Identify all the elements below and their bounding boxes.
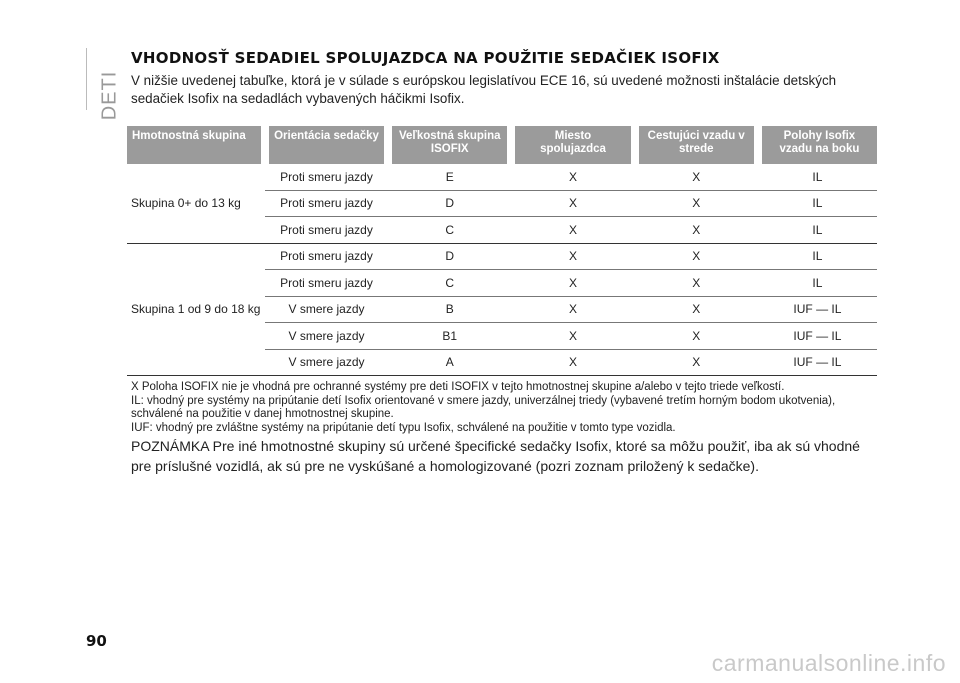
table-cell: X xyxy=(635,296,758,323)
table-cell: X xyxy=(635,349,758,376)
header-rear-side: Polohy Isofix vzadu na boku xyxy=(758,126,877,164)
intro-paragraph: V nižšie uvedenej tabuľke, ktorá je v súlade s európskou legislatívou ECE 16, sú uvedené možnosti inštalácie detských sedačiek Isofix na sedadlách vybavených háčikmi Isofix. xyxy=(131,73,837,106)
table-cell: D xyxy=(388,190,511,217)
table-cell: A xyxy=(388,349,511,376)
header-front-passenger: Miesto spolujazdca xyxy=(511,126,634,164)
table-cell: IUF — IL xyxy=(758,323,877,350)
table-cell: Proti smeru jazdy xyxy=(265,164,388,190)
table-cell: X xyxy=(511,349,634,376)
table-cell: X xyxy=(511,296,634,323)
table-cell: IL xyxy=(758,164,877,190)
table-cell: V smere jazdy xyxy=(265,296,388,323)
table-legend-notes xyxy=(131,381,881,435)
table-cell: Proti smeru jazdy xyxy=(265,243,388,270)
table-cell: C xyxy=(388,270,511,297)
table-cell: B xyxy=(388,296,511,323)
table-row xyxy=(127,164,877,190)
table-cell: X xyxy=(635,164,758,190)
table-cell: IL xyxy=(758,243,877,270)
table-header-row xyxy=(127,126,877,164)
header-weight-group: Hmotnostná skupina xyxy=(127,126,265,164)
page-title: VHODNOSŤ SEDADIEL SPOLUJAZDCA NA POUŽITIE SEDAČIEK ISOFIX xyxy=(131,49,720,67)
header-size-class: Veľkostná skupina ISOFIX xyxy=(388,126,511,164)
table-cell: X xyxy=(511,243,634,270)
group-label: Skupina 0+ do 13 kg xyxy=(127,164,265,243)
group-label: Skupina 1 od 9 do 18 kg xyxy=(127,243,265,376)
table-cell: X xyxy=(511,164,634,190)
remark-paragraph: POZNÁMKA Pre iné hmotnostné skupiny sú určené špecifické sedačky Isofix, ktoré sa môžu použiť, iba ak sú vhodné pre príslušné vozidlá, ak sú pre ne vyskúšané a homologizované (pozri zoznam priložený k sedačke). xyxy=(131,438,860,474)
page-number: 90 xyxy=(86,632,107,650)
table-cell: C xyxy=(388,217,511,244)
table-cell: V smere jazdy xyxy=(265,323,388,350)
legend-note-il: IL: vhodný pre systémy na pripútanie detí Isofix orientované v smere jazdy, univerzálnej triedy (vybavené tretím horným bodom ukotvenia), schválené na použitie v danej hmotnostnej skupine. xyxy=(131,394,836,420)
table-cell: X xyxy=(511,323,634,350)
table-cell: X xyxy=(511,270,634,297)
table-cell: X xyxy=(635,243,758,270)
table-cell: X xyxy=(511,190,634,217)
chapter-side-tab-label: DETI xyxy=(98,70,121,121)
chapter-side-tab xyxy=(86,48,121,121)
table-cell: X xyxy=(635,190,758,217)
isofix-suitability-table xyxy=(127,126,877,376)
table-cell: D xyxy=(388,243,511,270)
table-cell: IUF — IL xyxy=(758,296,877,323)
table-cell: IL xyxy=(758,217,877,244)
table-cell: B1 xyxy=(388,323,511,350)
table-cell: X xyxy=(635,217,758,244)
table-cell: IL xyxy=(758,190,877,217)
table-cell: X xyxy=(635,323,758,350)
table-cell: Proti smeru jazdy xyxy=(265,270,388,297)
table-cell: Proti smeru jazdy xyxy=(265,190,388,217)
table-cell: V smere jazdy xyxy=(265,349,388,376)
table-row xyxy=(127,243,877,270)
table-cell: Proti smeru jazdy xyxy=(265,217,388,244)
header-rear-center: Cestujúci vzadu v strede xyxy=(635,126,758,164)
table-cell: X xyxy=(511,217,634,244)
site-watermark: carmanualsonline.info xyxy=(711,650,946,676)
legend-note-x: X Poloha ISOFIX nie je vhodná pre ochranné systémy pre deti ISOFIX v tejto hmotnostnej skupine a/alebo v tejto triede veľkostí. xyxy=(131,381,785,393)
table-cell: E xyxy=(388,164,511,190)
header-orientation: Orientácia sedačky xyxy=(265,126,388,164)
table-cell: IUF — IL xyxy=(758,349,877,376)
table-cell: IL xyxy=(758,270,877,297)
table-cell: X xyxy=(635,270,758,297)
legend-note-iuf: IUF: vhodný pre zvláštne systémy na pripútanie detí typu Isofix, schválené na použitie v tomto type vozidla. xyxy=(131,421,676,434)
